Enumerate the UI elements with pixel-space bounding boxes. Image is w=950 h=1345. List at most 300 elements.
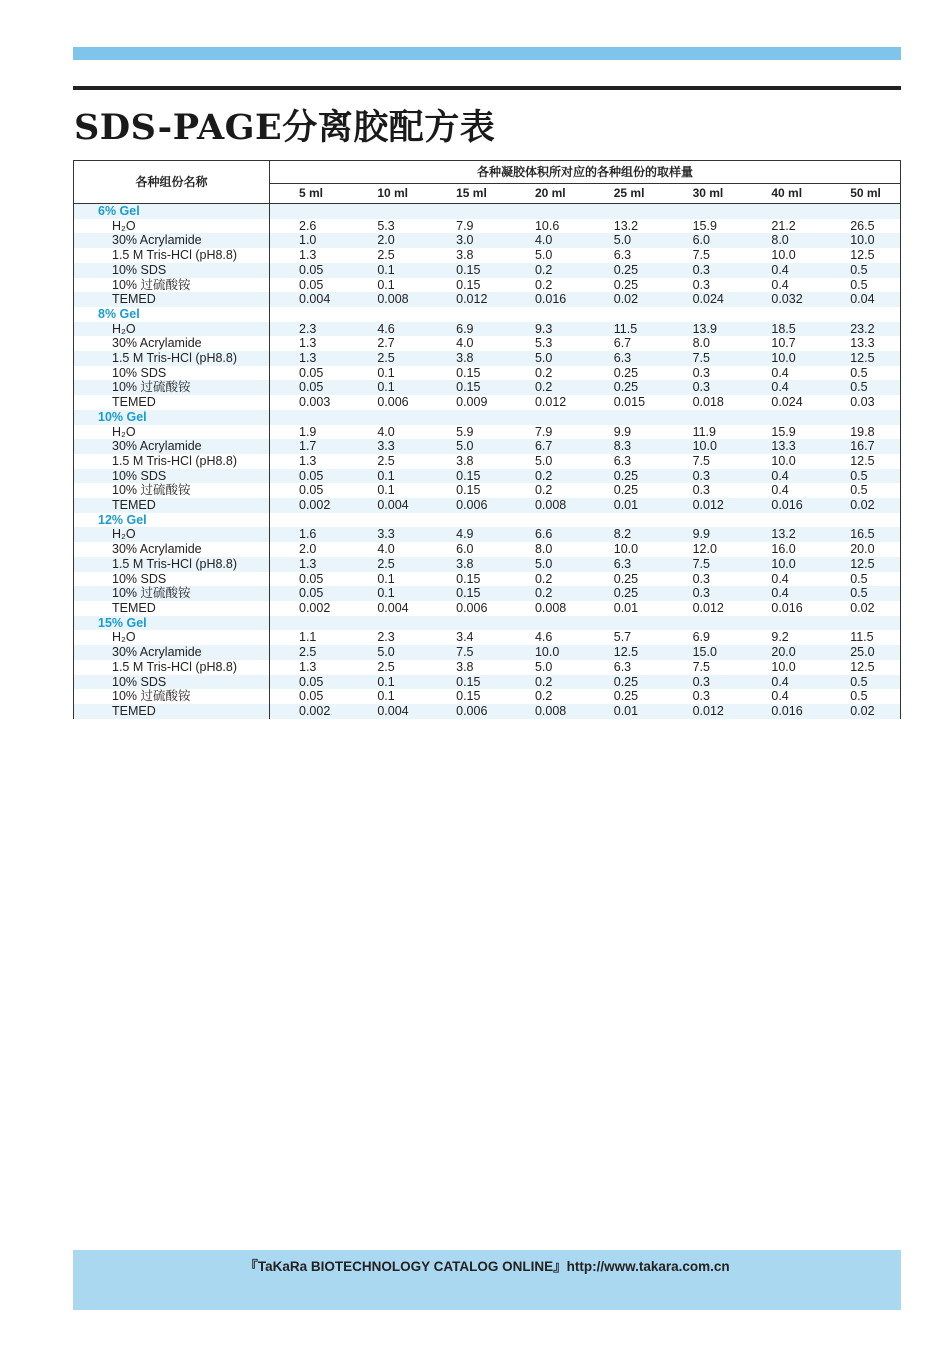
component-label: TEMED (74, 395, 270, 410)
amount-cell: 0.5 (850, 483, 868, 498)
amount-cell: 0.2 (506, 380, 585, 395)
table-row (74, 527, 900, 542)
amount-cell: 0.008 (348, 292, 427, 307)
amount-cell: 0.01 (585, 498, 664, 513)
amount-cell: 0.2 (534, 365, 553, 380)
table-row (74, 645, 900, 660)
amount-cell: 1.3 (270, 557, 349, 572)
amount-cell: 5.3 (534, 336, 553, 351)
amount-cell: 0.012 (664, 498, 743, 513)
amount-cell: 0.5 (850, 571, 868, 586)
amount-cell: 0.1 (348, 380, 427, 395)
component-label: 30% Acrylamide (74, 336, 270, 351)
amount-cell: 1.3 (299, 453, 317, 468)
table-row (74, 498, 900, 513)
amount-cell: 12.5 (850, 453, 875, 468)
table-row (74, 483, 900, 498)
table-row (74, 366, 900, 381)
amount-cell: 5.0 (427, 439, 506, 454)
gel-name: 15% Gel (74, 616, 270, 631)
amount-cell: 13.3 (850, 336, 875, 351)
empty-cell (427, 616, 506, 631)
amount-cell: 10.0 (613, 542, 639, 557)
amount-cell: 0.3 (692, 689, 710, 704)
component-label: 30% Acrylamide (74, 645, 270, 660)
amount-cell: 0.05 (270, 586, 349, 601)
amount-cell: 0.3 (664, 263, 743, 278)
amount-cell: 4.0 (506, 233, 585, 248)
empty-cell (270, 410, 349, 425)
table-row (74, 278, 900, 293)
amount-cell: 4.0 (377, 424, 395, 439)
table-row (74, 601, 900, 616)
empty-cell (506, 204, 585, 219)
amount-cell: 0.006 (427, 704, 506, 719)
table-row (74, 292, 900, 307)
amount-cell: 0.2 (534, 277, 553, 292)
amount-cell: 21.2 (771, 218, 796, 233)
amount-cell: 9.9 (664, 527, 743, 542)
amount-cell: 0.15 (427, 380, 506, 395)
amount-cell: 0.3 (692, 571, 710, 586)
gel-name: 6% Gel (74, 204, 270, 219)
amount-cell: 0.5 (850, 277, 868, 292)
amount-cell: 0.2 (506, 586, 585, 601)
amount-cell: 5.0 (348, 645, 427, 660)
amount-cell: 0.016 (742, 498, 821, 513)
amount-cell: 0.2 (506, 263, 585, 278)
amount-cell: 0.006 (377, 395, 409, 410)
amount-cell: 11.5 (850, 630, 874, 645)
amount-cell: 0.018 (692, 395, 724, 410)
amount-cell: 0.4 (771, 277, 789, 292)
amount-cell: 2.5 (348, 557, 427, 572)
empty-cell (742, 513, 821, 528)
amount-cell: 13.2 (742, 527, 821, 542)
amount-cell: 12.5 (850, 248, 875, 263)
component-label: 1.5 M Tris-HCl (pH8.8) (74, 248, 270, 263)
amount-cell: 7.5 (692, 659, 710, 674)
amount-cell: 0.002 (270, 704, 349, 719)
empty-cell (664, 410, 743, 425)
amount-cell: 0.1 (377, 571, 395, 586)
amount-cell: 8.2 (585, 527, 664, 542)
amount-cell: 15.9 (771, 424, 796, 439)
amount-cell: 3.3 (348, 439, 427, 454)
component-label: 10% SDS (74, 263, 270, 278)
table-row (74, 586, 900, 601)
amount-cell: 0.012 (534, 395, 567, 410)
table-row (74, 380, 900, 395)
component-label: 10% SDS (74, 675, 270, 690)
amount-cell: 10.0 (664, 439, 743, 454)
empty-cell (664, 616, 743, 631)
amount-cell: 1.6 (270, 527, 349, 542)
empty-cell (742, 307, 821, 322)
empty-cell (506, 307, 585, 322)
volume-header-0: 5 ml (270, 184, 349, 204)
amount-cell: 7.5 (692, 453, 710, 468)
amount-cell: 10.0 (742, 351, 821, 366)
amount-cell: 0.03 (850, 395, 875, 410)
amount-cell: 0.05 (270, 263, 349, 278)
amount-cell: 16.7 (821, 439, 900, 454)
volume-group-header: 各种凝胶体积所对应的各种组份的取样量 (270, 161, 901, 184)
amount-cell: 0.15 (427, 586, 506, 601)
empty-cell (348, 513, 427, 528)
component-label: 1.5 M Tris-HCl (pH8.8) (74, 557, 270, 572)
amount-cell: 0.1 (348, 469, 427, 484)
amount-cell: 0.1 (348, 675, 427, 690)
table-row (74, 469, 900, 484)
amount-cell: 5.9 (456, 424, 474, 439)
component-label: 30% Acrylamide (74, 233, 270, 248)
amount-cell: 0.004 (348, 498, 427, 513)
amount-cell: 0.02 (585, 292, 664, 307)
amount-cell: 3.8 (427, 351, 506, 366)
amount-cell: 11.5 (585, 322, 664, 337)
empty-cell (585, 307, 664, 322)
amount-cell: 0.5 (821, 263, 900, 278)
amount-cell: 2.5 (348, 351, 427, 366)
amount-cell: 0.4 (742, 469, 821, 484)
amount-cell: 0.2 (534, 689, 553, 704)
amount-cell: 0.012 (664, 704, 743, 719)
amount-cell: 9.9 (613, 424, 632, 439)
amount-cell: 15.0 (664, 645, 743, 660)
empty-cell (821, 204, 900, 219)
amount-cell: 0.3 (664, 675, 743, 690)
amount-cell: 0.5 (821, 675, 900, 690)
amount-cell: 0.3 (692, 483, 710, 498)
empty-cell (270, 616, 349, 631)
component-label: H₂O (74, 630, 270, 645)
amount-cell: 0.04 (821, 292, 900, 307)
amount-cell: 5.7 (613, 630, 632, 645)
volume-header-5: 30 ml (664, 184, 743, 204)
amount-cell: 6.3 (613, 248, 632, 263)
amount-cell: 0.3 (692, 365, 710, 380)
amount-cell: 0.016 (506, 292, 585, 307)
amount-cell: 0.3 (664, 469, 743, 484)
table-row (74, 248, 900, 263)
component-label: 1.5 M Tris-HCl (pH8.8) (74, 660, 270, 675)
amount-cell: 8.0 (742, 233, 821, 248)
amount-cell: 0.25 (585, 263, 664, 278)
table-row (74, 557, 900, 572)
amount-cell: 13.2 (613, 218, 639, 233)
empty-cell (506, 410, 585, 425)
amount-cell: 0.05 (299, 483, 324, 498)
amount-cell: 10.0 (506, 645, 585, 660)
table-row (74, 689, 900, 704)
gel-name: 10% Gel (74, 410, 270, 425)
volume-header-2: 15 ml (427, 184, 506, 204)
amount-cell: 5.0 (534, 453, 553, 468)
amount-cell: 8.0 (534, 542, 553, 557)
amount-cell: 10.0 (821, 233, 900, 248)
amount-cell: 0.25 (613, 365, 639, 380)
table-row (74, 336, 900, 351)
volume-header-6: 40 ml (742, 184, 821, 204)
empty-cell (664, 204, 743, 219)
component-label: 10% SDS (74, 469, 270, 484)
table-header (74, 161, 900, 204)
recipe-table-container (73, 160, 901, 719)
amount-cell: 0.006 (427, 498, 506, 513)
amount-cell: 0.2 (506, 469, 585, 484)
amount-cell: 0.05 (270, 380, 349, 395)
amount-cell: 20.0 (850, 542, 875, 557)
amount-cell: 6.6 (506, 527, 585, 542)
component-label: TEMED (74, 498, 270, 513)
amount-cell: 12.5 (850, 659, 875, 674)
table-row (74, 675, 900, 690)
empty-cell (585, 204, 664, 219)
amount-cell: 0.05 (299, 571, 324, 586)
amount-cell: 0.032 (742, 292, 821, 307)
empty-cell (821, 410, 900, 425)
volume-header-3: 20 ml (506, 184, 585, 204)
amount-cell: 12.5 (821, 557, 900, 572)
amount-cell: 0.05 (299, 277, 324, 292)
component-label: 10% 过硫酸铵 (74, 689, 270, 704)
table-row (74, 263, 900, 278)
empty-cell (821, 513, 900, 528)
amount-cell: 2.5 (377, 659, 395, 674)
volume-header-4: 25 ml (585, 184, 664, 204)
amount-cell: 25.0 (821, 645, 900, 660)
amount-cell: 1.3 (299, 248, 317, 263)
gel-name: 12% Gel (74, 513, 270, 528)
component-name-header: 各种组份名称 (74, 161, 270, 204)
amount-cell: 6.9 (427, 322, 506, 337)
amount-cell: 0.01 (585, 704, 664, 719)
amount-cell: 6.7 (613, 336, 632, 351)
amount-cell: 9.3 (506, 322, 585, 337)
amount-cell: 0.02 (850, 600, 875, 615)
amount-cell: 0.5 (821, 469, 900, 484)
amount-cell: 0.02 (821, 498, 900, 513)
component-label: 10% SDS (74, 572, 270, 587)
amount-cell: 7.9 (456, 218, 474, 233)
amount-cell: 2.5 (377, 453, 395, 468)
amount-cell: 0.15 (456, 365, 481, 380)
amount-cell: 2.6 (299, 218, 317, 233)
component-label: TEMED (74, 601, 270, 616)
amount-cell: 13.9 (664, 322, 743, 337)
amount-cell: 0.009 (456, 395, 488, 410)
amount-cell: 8.0 (692, 336, 710, 351)
amount-cell: 10.0 (771, 453, 796, 468)
amount-cell: 0.024 (771, 395, 803, 410)
amount-cell: 0.002 (270, 498, 349, 513)
amount-cell: 6.3 (613, 659, 632, 674)
amount-cell: 5.0 (534, 248, 553, 263)
amount-cell: 0.012 (692, 600, 724, 615)
amount-cell: 0.25 (613, 689, 639, 704)
amount-cell: 0.4 (742, 586, 821, 601)
component-label: 1.5 M Tris-HCl (pH8.8) (74, 351, 270, 366)
amount-cell: 2.3 (377, 630, 395, 645)
amount-cell: 2.5 (377, 248, 395, 263)
amount-cell: 0.004 (348, 704, 427, 719)
amount-cell: 1.0 (270, 233, 349, 248)
component-label: 10% 过硫酸铵 (74, 380, 270, 395)
amount-cell: 0.1 (377, 483, 395, 498)
amount-cell: 1.3 (299, 659, 317, 674)
amount-cell: 5.0 (534, 659, 553, 674)
amount-cell: 0.002 (299, 600, 331, 615)
amount-cell: 8.3 (585, 439, 664, 454)
amount-cell: 9.2 (771, 630, 789, 645)
amount-cell: 2.7 (377, 336, 395, 351)
amount-cell: 2.5 (270, 645, 349, 660)
empty-cell (427, 513, 506, 528)
amount-cell: 0.3 (664, 586, 743, 601)
empty-cell (742, 410, 821, 425)
table-row (74, 630, 900, 645)
gel-section-row (74, 410, 900, 425)
component-label: 10% SDS (74, 366, 270, 381)
empty-cell (270, 307, 349, 322)
amount-cell: 1.9 (299, 424, 317, 439)
amount-cell: 0.016 (771, 600, 803, 615)
empty-cell (821, 616, 900, 631)
amount-cell: 0.4 (742, 380, 821, 395)
amount-cell: 0.024 (664, 292, 743, 307)
footer-band (73, 1250, 901, 1310)
amount-cell: 10.0 (742, 557, 821, 572)
empty-cell (427, 410, 506, 425)
amount-cell: 6.3 (585, 351, 664, 366)
empty-cell (270, 204, 349, 219)
amount-cell: 0.15 (427, 469, 506, 484)
table-row (74, 660, 900, 675)
gel-name: 8% Gel (74, 307, 270, 322)
amount-cell: 0.4 (742, 263, 821, 278)
amount-cell: 0.006 (456, 600, 488, 615)
amount-cell: 0.1 (348, 263, 427, 278)
empty-cell (742, 616, 821, 631)
empty-cell (348, 616, 427, 631)
amount-cell: 16.5 (821, 527, 900, 542)
table-row (74, 395, 900, 410)
empty-cell (348, 410, 427, 425)
amount-cell: 1.3 (270, 351, 349, 366)
table-row (74, 233, 900, 248)
amount-cell: 20.0 (742, 645, 821, 660)
table-row (74, 542, 900, 557)
amount-cell: 5.3 (377, 218, 395, 233)
amount-cell: 12.5 (821, 351, 900, 366)
table-row (74, 572, 900, 587)
component-label: 30% Acrylamide (74, 439, 270, 454)
empty-cell (664, 513, 743, 528)
amount-cell: 3.3 (348, 527, 427, 542)
table-row (74, 351, 900, 366)
empty-cell (585, 513, 664, 528)
amount-cell: 0.008 (534, 600, 567, 615)
amount-cell: 7.5 (664, 557, 743, 572)
amount-cell: 0.15 (456, 277, 481, 292)
amount-cell: 1.1 (299, 630, 317, 645)
amount-cell: 0.3 (692, 277, 710, 292)
gel-section-row (74, 616, 900, 631)
empty-cell (664, 307, 743, 322)
amount-cell: 0.004 (377, 600, 409, 615)
amount-cell: 0.1 (377, 689, 395, 704)
amount-cell: 2.0 (299, 542, 317, 557)
empty-cell (742, 204, 821, 219)
amount-cell: 5.0 (506, 351, 585, 366)
title-rule (73, 86, 901, 90)
component-label: TEMED (74, 292, 270, 307)
amount-cell: 0.003 (299, 395, 331, 410)
amount-cell: 0.05 (270, 675, 349, 690)
amount-cell: 3.8 (427, 557, 506, 572)
amount-cell: 0.15 (427, 263, 506, 278)
empty-cell (506, 616, 585, 631)
amount-cell: 4.0 (456, 336, 474, 351)
amount-cell: 26.5 (850, 218, 875, 233)
table-row (74, 219, 900, 234)
amount-cell: 0.016 (742, 704, 821, 719)
amount-cell: 1.7 (270, 439, 349, 454)
empty-cell (427, 307, 506, 322)
amount-cell: 0.012 (427, 292, 506, 307)
amount-cell: 0.2 (534, 571, 553, 586)
amount-cell: 5.0 (585, 233, 664, 248)
amount-cell: 0.1 (377, 365, 395, 380)
recipe-table (74, 161, 900, 719)
volume-header-1: 10 ml (348, 184, 427, 204)
amount-cell: 0.2 (534, 483, 553, 498)
amount-cell: 0.5 (850, 689, 868, 704)
component-label: 30% Acrylamide (74, 542, 270, 557)
amount-cell: 7.5 (427, 645, 506, 660)
amount-cell: 6.9 (692, 630, 710, 645)
component-label: 10% 过硫酸铵 (74, 586, 270, 601)
amount-cell: 0.25 (613, 277, 639, 292)
amount-cell: 0.5 (850, 365, 868, 380)
amount-cell: 4.9 (427, 527, 506, 542)
amount-cell: 0.02 (821, 704, 900, 719)
amount-cell: 2.0 (348, 233, 427, 248)
amount-cell: 7.9 (534, 424, 553, 439)
amount-cell: 15.9 (692, 218, 717, 233)
table-row (74, 439, 900, 454)
amount-cell: 0.15 (456, 689, 481, 704)
gel-section-row (74, 204, 900, 219)
page-title: SDS-PAGE分离胶配方表 (74, 107, 496, 148)
table-row (74, 322, 900, 337)
amount-cell: 12.0 (692, 542, 717, 557)
empty-cell (270, 513, 349, 528)
amount-cell: 3.0 (427, 233, 506, 248)
amount-cell: 0.05 (299, 689, 324, 704)
amount-cell: 3.8 (456, 659, 474, 674)
amount-cell: 0.4 (742, 675, 821, 690)
empty-cell (821, 307, 900, 322)
amount-cell: 1.3 (299, 336, 317, 351)
empty-cell (506, 513, 585, 528)
amount-cell: 4.6 (348, 322, 427, 337)
amount-cell: 0.004 (270, 292, 349, 307)
amount-cell: 0.25 (585, 586, 664, 601)
top-color-band (73, 47, 901, 60)
amount-cell: 0.4 (771, 689, 789, 704)
